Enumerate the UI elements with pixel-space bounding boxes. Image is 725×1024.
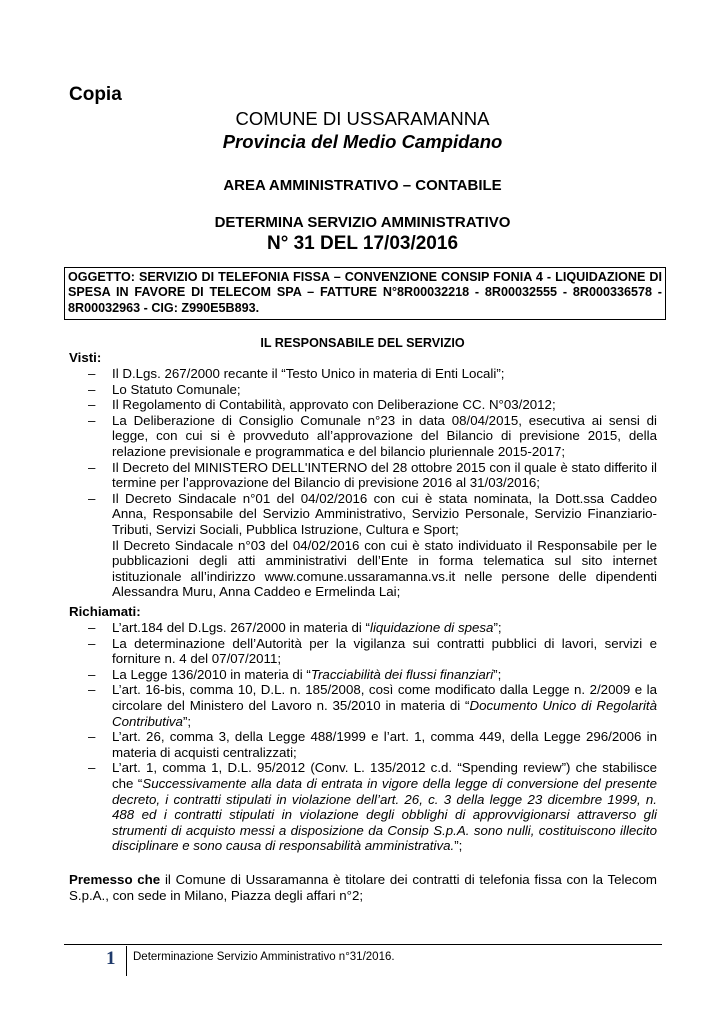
list-item-text: Il Regolamento di Contabilità, approvato con Deliberazione CC. N°03/2012; xyxy=(112,397,556,413)
list-item-emphasis: Documento Unico di Regolarità Contributiva xyxy=(112,697,657,729)
determina-number: N° 31 DEL 17/03/2016 xyxy=(266,233,459,254)
dash-bullet-icon: – xyxy=(88,397,96,413)
premesso-text: il Comune di Ussaramanna è titolare dei contratti di telefonia fissa con la Telecom S.p.A., con sede in Milano, Piazza degli affari n°2; xyxy=(69,872,657,903)
dash-bullet-icon: – xyxy=(88,635,96,651)
list-item xyxy=(88,636,657,667)
list-item xyxy=(88,397,657,413)
richiamati-heading: Richiamati: xyxy=(69,604,141,619)
dash-bullet-icon: – xyxy=(88,381,96,397)
dash-bullet-icon: – xyxy=(88,666,96,682)
list-item xyxy=(88,620,657,636)
list-item-text: Il Decreto del MINISTERO DELL'INTERNO del 28 ottobre 2015 con il quale è stato differito il termine per l’approvazione del Bilancio di previsione 2016 al 31/03/2016; xyxy=(112,459,657,491)
dash-bullet-icon: – xyxy=(88,366,96,381)
dash-bullet-icon: – xyxy=(88,620,96,635)
dash-bullet-icon: – xyxy=(88,490,96,506)
list-item-text: La Deliberazione di Consiglio Comunale n°23 in data 08/04/2015, esecutiva ai sensi di legge, con cui si è provveduto all’approvazione del Bilancio di previsione 2015, della relazione previsionale e programmatica e del bilancio pluriennale 2015-2017; xyxy=(112,412,657,459)
visti-heading: Visti: xyxy=(69,350,102,365)
list-item-continuation xyxy=(88,538,657,600)
provincia-subtitle: Provincia del Medio Campidano xyxy=(222,131,503,152)
dash-bullet-icon: – xyxy=(88,459,96,475)
list-item xyxy=(88,667,657,683)
list-item-text: Lo Statuto Comunale; xyxy=(112,381,241,397)
premesso-paragraph xyxy=(69,872,657,903)
list-item-text: L’art. 16-bis, comma 10, D.L. n. 185/2008, così come modificato dalla Legge n. 2/2009 e la circolare del Ministero del Lavoro n. 35/2010 in materia di “ xyxy=(112,682,657,713)
list-item-text: ”; xyxy=(454,838,463,854)
list-item-text: ”; xyxy=(493,620,502,635)
list-item-text: La determinazione dell’Autorità per la vigilanza sui contratti pubblici di lavori, servizi e forniture n. 4 del 07/07/2011; xyxy=(112,635,657,667)
footer-text: Determinazione Servizio Amministrativo n°31/2016. xyxy=(133,951,395,963)
list-item-text: ”; xyxy=(182,713,192,729)
list-item xyxy=(88,413,657,460)
dash-bullet-icon: – xyxy=(88,682,96,698)
list-item-emphasis: liquidazione di spesa xyxy=(369,620,494,635)
oggetto-box: OGGETTO: SERVIZIO DI TELEFONIA FISSA – CONVENZIONE CONSIP FONIA 4 - LIQUIDAZIONE DI SPESA IN FAVORE DI TELECOM SPA – FATTURE N°8R00032218 - 8R00032555 - 8R000336578 - 8R00032963 - CIG: Z990E5B893. xyxy=(64,267,666,320)
dash-bullet-icon: – xyxy=(88,760,96,776)
list-item xyxy=(88,491,657,538)
list-item-text: L’art. 1, comma 1, D.L. 95/2012 (Conv. L. 135/2012 c.d. “Spending review”) che stabilisce che “ xyxy=(112,760,657,791)
list-item xyxy=(88,760,657,854)
list-item-emphasis: Tracciabilità dei flussi finanziari xyxy=(310,666,494,682)
determina-heading: DETERMINA SERVIZIO AMMINISTRATIVO xyxy=(214,214,511,231)
list-item-emphasis: Successivamente alla data di entrata in vigore della legge di conversione del presente decreto, i contratti stipulati in violazione dell’art. 26, c. 3 della legge 23 dicembre 1999, n. 488 ed i contratti stipulati in violazione degli obblighi di approvvigionarsi attraverso gli strumenti di acquisto messi a disposizione da Consip S.p.A. sono nulli, costituiscono illecito disciplinare e sono causa di responsabilità amministrativa. xyxy=(112,775,658,854)
richiamati-list xyxy=(88,620,657,854)
list-item-text: Il D.Lgs. 267/2000 recante il “Testo Unico in materia di Enti Locali”; xyxy=(112,366,505,381)
list-item xyxy=(88,682,657,729)
list-item xyxy=(88,729,657,760)
list-item-text: L’art.184 del D.Lgs. 267/2000 in materia di “ xyxy=(112,620,370,635)
footer-divider xyxy=(64,944,662,945)
list-item-text: Il Decreto Sindacale n°03 del 04/02/2016 con cui è stato individuato il Responsabile per le pubblicazioni degli atti amministrativi dell’Ente in forma telematica sul sito internet istituzionale all’indirizzo www.comune.ussaramanna.vs.it nelle persone delle dipendenti Alessandra Muru, Anna Caddeo e Ermelinda Lai; xyxy=(112,537,657,600)
dash-bullet-icon: – xyxy=(88,412,96,428)
visti-list xyxy=(88,366,657,600)
list-item xyxy=(88,366,657,382)
premesso-lead: Premesso che xyxy=(69,872,161,887)
list-item-text: Il Decreto Sindacale n°01 del 04/02/2016 con cui è stata nominata, la Dott.ssa Caddeo Anna, Responsabile del Servizio Amministrativo, Servizio Personale, Servizio Finanziario-Tributi, Servizi Sociali, Pubblica Istruzione, Cultura e Sport; xyxy=(112,490,657,537)
footer-page-number: 1 xyxy=(106,948,116,969)
comune-title: COMUNE DI USSARAMANNA xyxy=(235,108,490,129)
copia-label: Copia xyxy=(69,84,122,105)
area-heading: AREA AMMINISTRATIVO – CONTABILE xyxy=(223,177,502,194)
dash-bullet-icon: – xyxy=(88,729,96,745)
list-item-text: La Legge 136/2010 in materia di “ xyxy=(112,666,311,682)
list-item xyxy=(88,460,657,491)
responsabile-heading: IL RESPONSABILE DEL SERVIZIO xyxy=(260,336,465,350)
footer-vertical-divider xyxy=(126,946,127,976)
list-item-text: ”; xyxy=(493,666,502,682)
list-item xyxy=(88,382,657,398)
list-item-text: L’art. 26, comma 3, della Legge 488/1999 e l’art. 1, comma 449, della Legge 296/2006 in materia di acquisti centralizzati; xyxy=(112,729,657,760)
